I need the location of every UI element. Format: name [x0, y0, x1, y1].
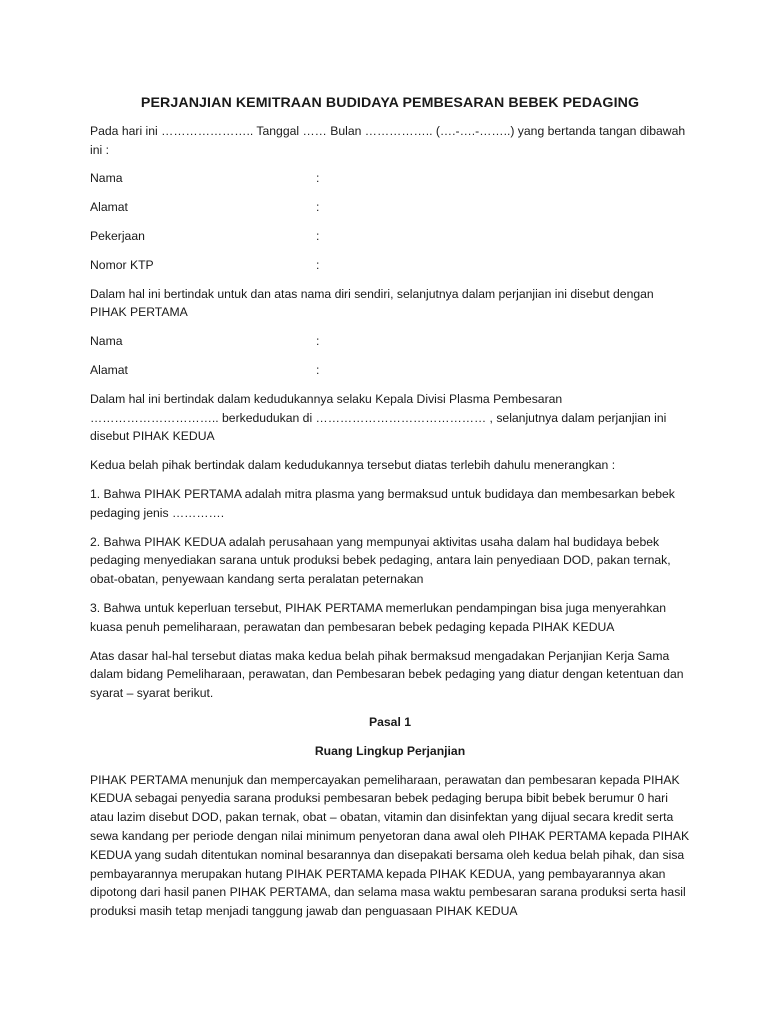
party2-field-alamat — [90, 361, 690, 380]
article-number: Pasal 1 — [368, 714, 411, 729]
party1-field-pekerjaan — [90, 227, 690, 246]
field-label: Nomor KTP — [90, 257, 154, 272]
party1-field-nama — [90, 169, 690, 188]
document-title: PERJANJIAN KEMITRAAN BUDIDAYA PEMBESARAN BEBEK PEDAGING — [140, 95, 640, 111]
point-3: 3. Bahwa untuk keperluan tersebut, PIHAK PERTAMA memerlukan pendampingan bisa juga menyerahkan kuasa penuh pemeliharaan, perawatan dan pembesaran bebek pedaging kepada PIHAK KEDUA — [90, 600, 667, 634]
document-page — [90, 94, 690, 931]
field-label: Nama — [90, 334, 123, 349]
field-label: Alamat — [90, 200, 128, 215]
field-label: Alamat — [90, 362, 128, 377]
party2-statement: Dalam hal ini bertindak dalam kedudukannya selaku Kepala Divisi Plasma Pembesaran ………………………….. berkedudukan di …………………………………… , selanjutnya dalam perjanjian ini disebut PIHAK KEDUA — [90, 391, 667, 444]
field-label: Nama — [90, 171, 123, 186]
article-title: Ruang Lingkup Perjanjian — [314, 743, 466, 758]
intro-paragraph: Pada hari ini ………………….. Tanggal …… Bulan …………….. (….-….-……..) yang bertanda tangan dibawah ini : — [90, 123, 686, 157]
party2-field-nama — [90, 332, 690, 351]
basis-paragraph: Atas dasar hal-hal tersebut diatas maka kedua belah pihak bermaksud mengadakan Perjanjian Kerja Sama dalam bidang Pemeliharaan, perawatan, dan Pembesaran bebek pedaging yang diatur dengan ketentuan dan syarat – syarat berikut. — [90, 648, 684, 701]
field-colon: : — [316, 228, 320, 243]
field-label: Pekerjaan — [90, 228, 145, 243]
field-colon: : — [316, 257, 320, 272]
field-colon: : — [316, 362, 320, 377]
field-colon: : — [316, 334, 320, 349]
party1-field-alamat — [90, 198, 690, 217]
point-1: 1. Bahwa PIHAK PERTAMA adalah mitra plasma yang bermaksud untuk budidaya dan membesarkan bebek pedaging jenis …………. — [90, 486, 675, 520]
party1-statement: Dalam hal ini bertindak untuk dan atas nama diri sendiri, selanjutnya dalam perjanjian ini disebut dengan PIHAK PERTAMA — [90, 286, 654, 320]
field-colon: : — [316, 200, 320, 215]
article-body: PIHAK PERTAMA menunjuk dan mempercayakan pemeliharaan, perawatan dan pembesaran kepada PIHAK KEDUA sebagai penyedia sarana produksi pembesaran bebek pedaging berupa bibit bebek berumur 0 hari atau lazim disebut DOD, pakan ternak, obat – obatan, vitamin dan disinfektan yang dijual secara kredit serta sewa kandang per periode dengan nilai minimum penyetoran dana awal oleh PIHAK PERTAMA kepada PIHAK KEDUA yang sudah ditentukan nominal besarannya dan disepakati bersama oleh kedua belah pihak, dan sisa pembayarannya merupakan hutang PIHAK PERTAMA kepada PIHAK KEDUA, yang pembayarannya akan dipotong dari hasil panen PIHAK PERTAMA, dan selama masa waktu pembesaran sarana produksi serta hasil produksi masih tetap menjadi tanggung jawab dan penguasaan PIHAK KEDUA — [90, 772, 690, 919]
preamble-paragraph: Kedua belah pihak bertindak dalam kedudukannya tersebut diatas terlebih dahulu menerangkan : — [90, 458, 616, 473]
point-2: 2. Bahwa PIHAK KEDUA adalah perusahaan yang mempunyai aktivitas usaha dalam hal budidaya bebek pedaging menyediakan sarana untuk produksi bebek pedaging, antara lain penyediaan DOD, pakan ternak, obat-obatan, penyewaan kandang serta peralatan peternakan — [90, 534, 671, 587]
field-colon: : — [316, 171, 320, 186]
party1-field-nomor-ktp — [90, 256, 690, 275]
